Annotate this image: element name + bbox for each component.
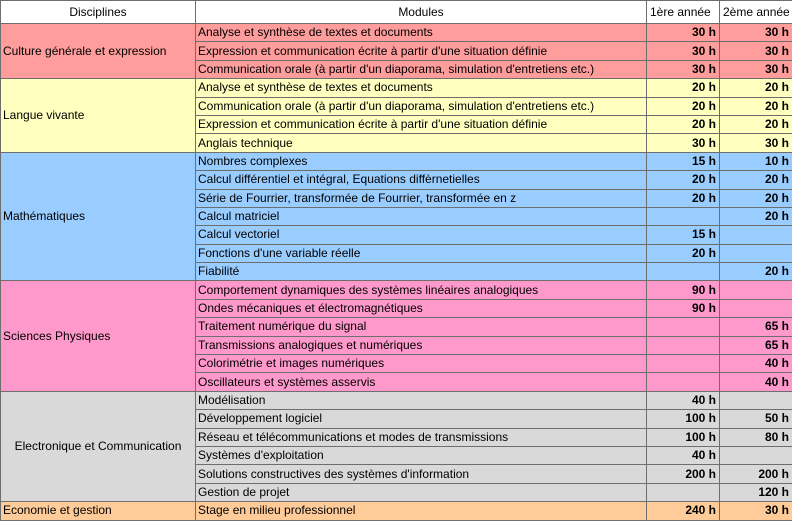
table-body — [1, 24, 792, 521]
module-cell: Série de Fourrier, transformée de Fourrier, transformée en z — [196, 189, 647, 207]
year2-hours-cell: 30 h — [720, 134, 792, 152]
year1-hours-cell — [647, 483, 720, 501]
module-cell: Gestion de projet — [196, 483, 647, 501]
year1-hours-cell: 20 h — [647, 244, 720, 262]
table-row — [1, 152, 792, 170]
year2-hours-cell: 20 h — [720, 97, 792, 115]
discipline-cell: Economie et gestion — [1, 502, 196, 520]
table-row — [1, 502, 792, 520]
module-cell: Stage en milieu professionnel — [196, 502, 647, 520]
year2-hours-cell: 40 h — [720, 373, 792, 391]
year2-hours-cell — [720, 244, 792, 262]
year2-hours-cell — [720, 391, 792, 409]
year1-hours-cell: 20 h — [647, 171, 720, 189]
module-cell: Réseau et télécommunications et modes de transmissions — [196, 428, 647, 446]
year1-hours-cell: 30 h — [647, 24, 720, 42]
year1-hours-cell — [647, 373, 720, 391]
module-cell: Développement logiciel — [196, 410, 647, 428]
year2-hours-cell: 30 h — [720, 24, 792, 42]
year1-hours-cell: 20 h — [647, 189, 720, 207]
module-cell: Systèmes d'exploitation — [196, 446, 647, 464]
year2-hours-cell: 30 h — [720, 502, 792, 520]
module-cell: Calcul matriciel — [196, 207, 647, 225]
header-year1: 1ère année — [647, 1, 720, 24]
discipline-cell: Electronique et Communication — [1, 391, 196, 501]
header-modules: Modules — [196, 1, 647, 24]
year1-hours-cell: 100 h — [647, 428, 720, 446]
year1-hours-cell: 20 h — [647, 79, 720, 97]
module-cell: Analyse et synthèse de textes et documents — [196, 79, 647, 97]
year2-hours-cell: 20 h — [720, 263, 792, 281]
year2-hours-cell: 120 h — [720, 483, 792, 501]
year2-hours-cell: 40 h — [720, 355, 792, 373]
year1-hours-cell: 30 h — [647, 60, 720, 78]
year2-hours-cell — [720, 446, 792, 464]
year1-hours-cell: 30 h — [647, 134, 720, 152]
year1-hours-cell: 30 h — [647, 42, 720, 60]
year1-hours-cell: 90 h — [647, 281, 720, 299]
year2-hours-cell: 50 h — [720, 410, 792, 428]
year1-hours-cell: 20 h — [647, 115, 720, 133]
module-cell: Expression et communication écrite à partir d'une situation définie — [196, 42, 647, 60]
module-cell: Nombres complexes — [196, 152, 647, 170]
header-row — [1, 1, 792, 24]
year2-hours-cell: 30 h — [720, 60, 792, 78]
module-cell: Fonctions d'une variable réelle — [196, 244, 647, 262]
year1-hours-cell — [647, 318, 720, 336]
header-disciplines: Disciplines — [1, 1, 196, 24]
table-row — [1, 281, 792, 299]
year1-hours-cell — [647, 355, 720, 373]
year1-hours-cell: 200 h — [647, 465, 720, 483]
table-row — [1, 79, 792, 97]
year1-hours-cell: 40 h — [647, 446, 720, 464]
year1-hours-cell: 40 h — [647, 391, 720, 409]
module-cell: Oscillateurs et systèmes asservis — [196, 373, 647, 391]
module-cell: Calcul différentiel et intégral, Equations diffèrnetielles — [196, 171, 647, 189]
year1-hours-cell: 15 h — [647, 152, 720, 170]
year2-hours-cell: 20 h — [720, 171, 792, 189]
module-cell: Analyse et synthèse de textes et documents — [196, 24, 647, 42]
year1-hours-cell: 20 h — [647, 97, 720, 115]
year2-hours-cell — [720, 226, 792, 244]
module-cell: Solutions constructives des systèmes d'information — [196, 465, 647, 483]
year2-hours-cell: 200 h — [720, 465, 792, 483]
year2-hours-cell: 65 h — [720, 336, 792, 354]
module-cell: Expression et communication écrite à partir d'une situation définie — [196, 115, 647, 133]
module-cell: Fiabilité — [196, 263, 647, 281]
year2-hours-cell: 10 h — [720, 152, 792, 170]
module-cell: Anglais technique — [196, 134, 647, 152]
discipline-cell: Mathématiques — [1, 152, 196, 281]
module-cell: Colorimétrie et images numériques — [196, 355, 647, 373]
year2-hours-cell: 20 h — [720, 207, 792, 225]
year1-hours-cell — [647, 207, 720, 225]
module-cell: Communication orale (à partir d'un diaporama, simulation d'entretiens etc.) — [196, 97, 647, 115]
year2-hours-cell: 20 h — [720, 189, 792, 207]
header-year2: 2ème année — [720, 1, 792, 24]
table-row — [1, 391, 792, 409]
year2-hours-cell: 30 h — [720, 42, 792, 60]
year1-hours-cell: 100 h — [647, 410, 720, 428]
discipline-cell: Langue vivante — [1, 79, 196, 153]
discipline-cell: Culture générale et expression — [1, 24, 196, 79]
year1-hours-cell: 90 h — [647, 299, 720, 317]
module-cell: Ondes mécaniques et électromagnétiques — [196, 299, 647, 317]
module-cell: Traitement numérique du signal — [196, 318, 647, 336]
discipline-cell: Sciences Physiques — [1, 281, 196, 391]
year1-hours-cell: 15 h — [647, 226, 720, 244]
year2-hours-cell: 80 h — [720, 428, 792, 446]
year2-hours-cell: 20 h — [720, 115, 792, 133]
module-cell: Communication orale (à partir d'un diaporama, simulation d'entretiens etc.) — [196, 60, 647, 78]
module-cell: Modélisation — [196, 391, 647, 409]
module-cell: Comportement dynamiques des systèmes linéaires analogiques — [196, 281, 647, 299]
module-cell: Transmissions analogiques et numériques — [196, 336, 647, 354]
year2-hours-cell: 20 h — [720, 79, 792, 97]
year1-hours-cell — [647, 263, 720, 281]
year1-hours-cell — [647, 336, 720, 354]
year2-hours-cell: 65 h — [720, 318, 792, 336]
year2-hours-cell — [720, 281, 792, 299]
year2-hours-cell — [720, 299, 792, 317]
table-row — [1, 24, 792, 42]
module-cell: Calcul vectoriel — [196, 226, 647, 244]
year1-hours-cell: 240 h — [647, 502, 720, 520]
